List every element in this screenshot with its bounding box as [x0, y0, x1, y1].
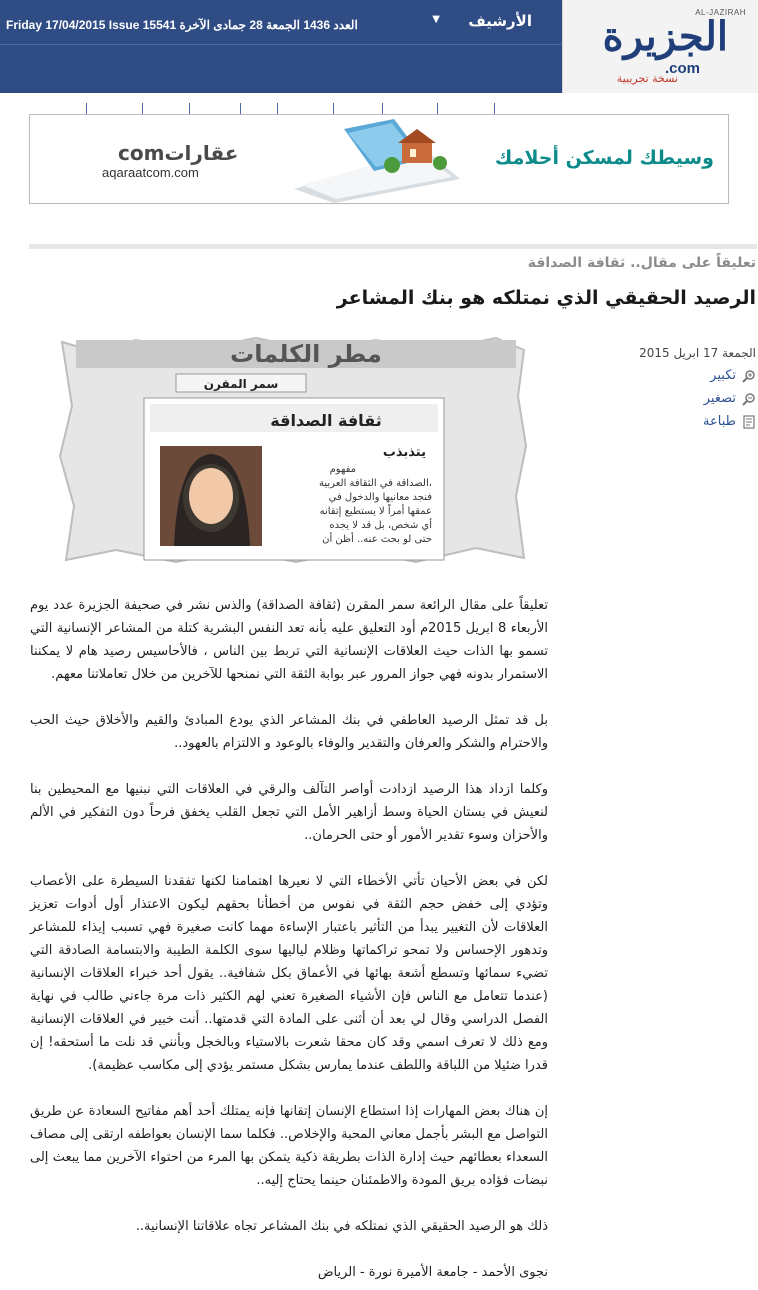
ad-slogan: وسيطك لمسكن أحلامك: [494, 147, 714, 169]
article-paragraph: تعليقاً على مقال الرائعة سمر المقرن (ثقافة الصداقة) والذس نشر في صحيفة الجزيرة عدد يوم الأربعاء 8 ابريل 2015م أود التعليق عليه بأنه تعد النفس البشرية كتلة من المشاعر الإنسانية التي تسمو بها الذات حيث العلاقات الإنسانية التي تربط بين الناس ، فالأحاسيس رصيد هام لا يمكننا الاستمرار بدونه فهي جواز المرور عبر بوابة الثقة التي نمنحها للآخرين من خلال تعاملاتنا معهم.: [30, 598, 548, 682]
logo-arabic-text: الجزيرة: [602, 13, 728, 60]
article-body: [30, 594, 548, 1284]
ad-logo-arabic: عقارات: [164, 141, 239, 165]
column-heading-text: ثقافة الصداقة: [270, 411, 382, 430]
ad-logo: [118, 141, 238, 165]
print-label: طباعة: [703, 414, 736, 429]
logo-latin-text: AL-JAZIRAH: [695, 8, 746, 17]
column-banner-text: مطر الكلمات: [230, 340, 382, 368]
zoom-out-button[interactable]: [576, 391, 756, 406]
zoom-out-label: تصغير: [703, 391, 736, 406]
column-excerpt-line-4: عمقها أمراً لا يستطيع إتقانه: [319, 506, 432, 517]
zoom-in-label: تكبير: [710, 368, 736, 383]
article-paragraph: بل قد تمثل الرصيد العاطفي في بنك المشاعر الذي يودع المبادئ والقيم والأخلاق حيث الحب والاحترام والشكر والعرفان والتقدير والوفاء بالوعود و الالتزام بالعهود..: [30, 713, 548, 751]
column-excerpt-line-2: الصداقة في الثقافة العربية،: [319, 478, 432, 489]
issue-date-line: Friday 17/04/2015 Issue 15541 العدد 1436 الجمعة 28 جمادى الآخرة: [6, 18, 358, 32]
archive-menu[interactable]: الأرشيف: [468, 12, 532, 30]
section-divider: [29, 244, 757, 249]
article-paragraph: وكلما ازداد هذا الرصيد ازدادت أواصر التآلف والرقي في العلاقات التي نبنيها مع المحيطين بنا لنعيش في بستان الحياة وسط أزاهير الأمل التي تجعل القلب يخفق فرحاً دون التفكير في الألم والأحزان وسوء تقدير الأمور أو حتى الحرمان..: [30, 782, 548, 843]
article-meta: [576, 346, 756, 437]
column-author-text: سمر المقرن: [203, 377, 279, 391]
ad-logo-com: com: [118, 141, 165, 165]
article-paragraph: لكن في بعض الأحيان تأتي الأخطاء التي لا نعيرها اهتمامنا لكنها تفقدنا السيطرة على الأعصاب وتؤدي إلى خفض حجم الثقة في نفوس من أخطأنا بحقهم ليكون الاعتذار أول أدوات تعزيز العلاقات لأن التغيير يبدأ من التأثير باعتبار الإساءة مهما كانت صغيرة فهي تسبب إيذاء للمشاعر وتدهور الإحساس ولا تمحو تراكماتها وظلام لياليها سوى الكلمة الطيبة والابتسامة الصادقة التي تضيء سمائها وتسطع أشعة بهائها في الأعماق بكل شفافية.. يقول أحد خبراء العلاقات الإنسانية (عندما تتعامل مع الناس فإن الأشياء الصغيرة تعني لهم الكثير ذات مرة جاءني طالب في نهاية الفصل الدراسي وقال لي بعد أن أثنى على المادة التي قدمتها.. أنت خبير في العلاقات الإنسانية ومع ذلك لا تعرف اسمي وقد كان محقا شعرت بالاستياء وبالخجل وبأنني قد نلت ما أستحقه! إن قدرا ضئيلا من اللباقة واللطف عندما يمارس بشكل مستمر يؤدي إلى مكاسب عظيمة).: [30, 874, 548, 1073]
column-excerpt-line-6: حتى لو بحث عنه.. أظن أن: [322, 534, 432, 545]
logo-com-text: .com: [664, 60, 700, 77]
column-excerpt-line-3: فنجد معانيها والدخول في: [328, 492, 432, 503]
article-date: الجمعة 17 ابريل 2015: [639, 346, 756, 360]
chevron-down-icon[interactable]: ▼: [432, 14, 440, 25]
zoom-in-icon: [742, 369, 756, 383]
article-paragraph: ذلك هو الرصيد الحقيقي الذي نمتلكه في بنك المشاعر تجاه علاقاتنا الإنسانية..: [135, 1219, 548, 1234]
site-logo[interactable]: [562, 0, 758, 93]
column-excerpt-line-5: أي شخص، بل قد لا يجده: [329, 520, 432, 531]
print-button[interactable]: [576, 414, 756, 429]
zoom-out-icon: [742, 392, 756, 406]
column-clipping-image: [56, 336, 530, 564]
phone-house-illustration: [274, 119, 464, 203]
ad-logo-url: aqaraatcom.com: [102, 165, 199, 180]
article-signature: نجوى الأحمد - جامعة الأميرة نورة - الرياض: [317, 1265, 548, 1280]
article-section-label: تعليقاً على مقال.. ثقافة الصداقة: [527, 255, 756, 271]
logo-beta-text: نسخة تجريبية: [616, 72, 678, 85]
article-title: الرصيد الحقيقي الذي نمتلكه هو بنك المشاعر: [336, 287, 756, 309]
column-excerpt-word: يتذبذب: [382, 445, 426, 460]
column-excerpt-line-1: مفهوم: [329, 464, 356, 475]
print-icon: [742, 415, 756, 429]
zoom-in-button[interactable]: [576, 368, 756, 383]
ad-banner[interactable]: [29, 114, 729, 204]
article-paragraph: إن هناك بعض المهارات إذا استطاع الإنسان إتقانها فإنه يمتلك أحد أهم مفاتيح السعادة عن طريق التواصل مع البشر بأجمل معاني المحبة والإخلاص.. فكلما سما الإنسان بعواطفه ارتقى إلى مصاف السعداء بعطائهم حيث إدارة الذات بطريقة ذكية يتمكن بها المرء من احتواء الآخرين مما يبعث إلى نبضات فؤاده بريق المودة والاطمئنان حينما يحتاج إليه..: [30, 1104, 548, 1188]
